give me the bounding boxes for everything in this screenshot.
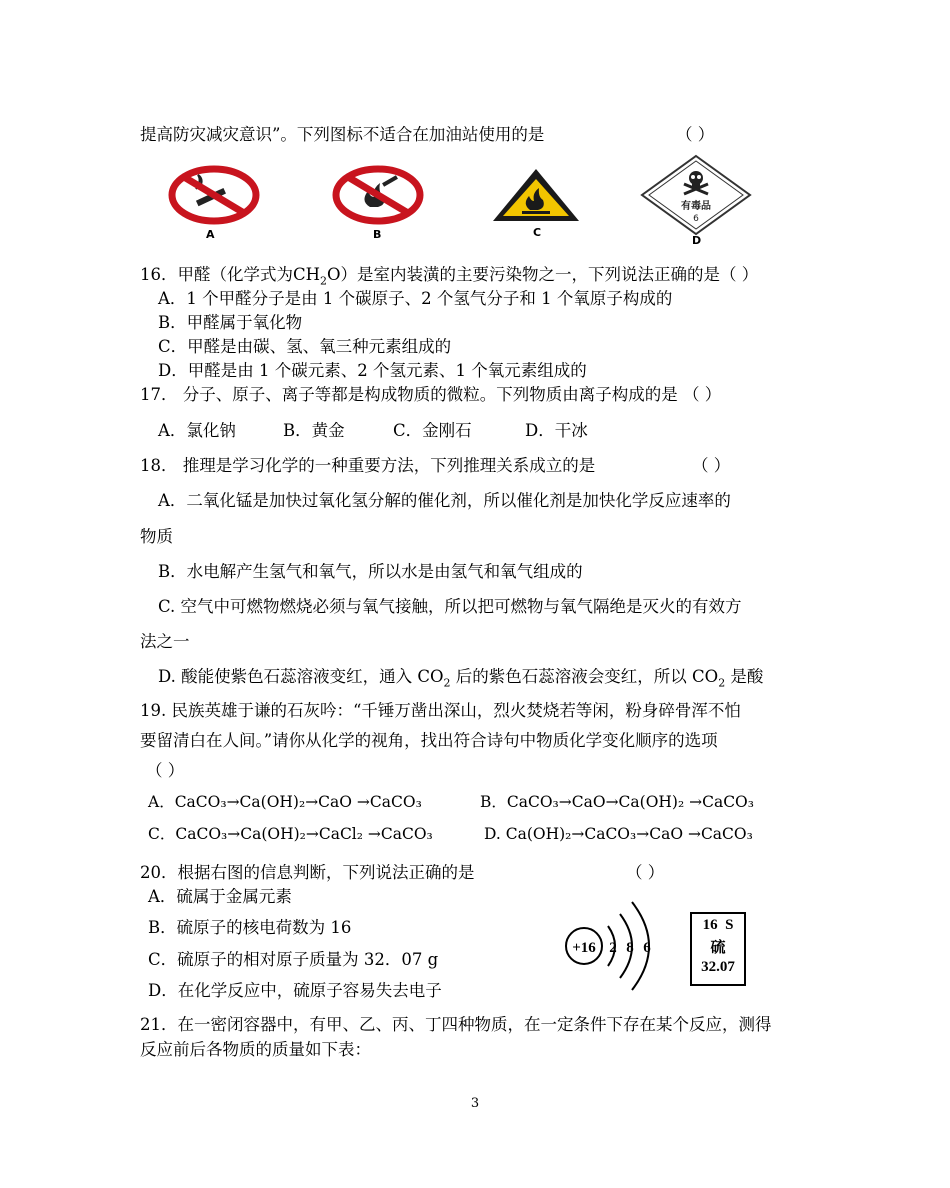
q19-answer-paren: （ ） [146, 761, 185, 780]
shell-3-electrons: 6 [643, 940, 651, 956]
q18-option-d: D. 酸能使紫色石蕊溶液变红，通入 $CO_2$ 后的紫色石蕊溶液会变红，所以 $CO_2$ 是酸 [158, 667, 764, 690]
q18-option-a: A．二氧化锰是加快过氧化氢分解的催化剂，所以催化剂是加快化学反应速率的 [158, 491, 731, 510]
q19-option-a: A．CaCO₃→Ca(OH)₂→CaO →CaCO₃ [148, 793, 422, 811]
shell-1-electrons: 2 [609, 940, 617, 956]
q18-option-c-cont: 法之一 [140, 632, 190, 651]
no-smoking-sign-icon [166, 165, 262, 225]
q17-option-c: C．金刚石 [393, 421, 472, 440]
element-symbol: S [725, 917, 734, 933]
q20-stem: 20．根据右图的信息判断，下列说法正确的是 [140, 863, 475, 882]
q17-option-b: B．黄金 [283, 421, 345, 440]
sign-a-label: A [206, 228, 215, 241]
sign-b-label: B [373, 228, 382, 241]
q20-option-a: A．硫属于金属元素 [148, 887, 292, 906]
atom-nucleus-label: +16 [572, 940, 596, 956]
flammable-warning-sign-icon [490, 166, 582, 224]
q16-stem: 16．甲醛（化学式为$CH_2O$）是室内装潢的主要污染物之一，下列说法正确的是（ ） [140, 265, 759, 288]
no-open-flame-sign-icon [330, 165, 426, 225]
q17-option-d: D．干冰 [525, 421, 588, 440]
page-number: 3 [470, 1096, 480, 1111]
q20-answer-paren: （ ） [626, 863, 665, 882]
q19-stem-line1: 19. 民族英雄于谦的石灰吟：“千锤万凿出深山，烈火焚烧若等闲，粉身碎骨浑不怕 [140, 701, 741, 720]
q20-option-c: C．硫原子的相对原子质量为 32．07 g [148, 950, 439, 969]
q20-option-b: B．硫原子的核电荷数为 16 [148, 918, 352, 937]
q18-option-c: C. 空气中可燃物燃烧必须与氧气接触，所以把可燃物与氧气隔绝是灭火的有效方 [158, 597, 742, 616]
q18-option-b: B．水电解产生氢气和氧气，所以水是由氢气和氧气组成的 [158, 562, 583, 581]
sign-d-label: D [692, 234, 702, 247]
toxic-sign-text: 有毒品 [681, 201, 711, 212]
sign-c-label: C [533, 226, 542, 239]
element-name: 硫 [710, 940, 726, 956]
atomic-number: 16 [702, 917, 718, 933]
q15-stem: 提高防灾减灾意识”。下列图标不适合在加油站使用的是 [140, 125, 545, 144]
q20-option-d: D．在化学反应中，硫原子容易失去电子 [148, 981, 442, 1000]
q16-option-a: A．1 个甲醛分子是由 1 个碳原子、2 个氢气分子和 1 个氧原子构成的 [158, 289, 673, 308]
q19-option-d: D. Ca(OH)₂→CaCO₃→CaO →CaCO₃ [484, 825, 753, 843]
q16-option-b: B．甲醛属于氧化物 [158, 313, 303, 332]
q17-stem: 17． 分子、原子、离子等都是构成物质的微粒。下列物质由离子构成的是 （ ） [140, 385, 722, 404]
q19-option-b: B．CaCO₃→CaO→Ca(OH)₂ →CaCO₃ [480, 793, 754, 811]
q21-stem-line2: 反应前后各物质的质量如下表： [140, 1040, 371, 1059]
q17-option-a: A．氯化钠 [158, 421, 236, 440]
q19-option-c: C．CaCO₃→Ca(OH)₂→CaCl₂ →CaCO₃ [148, 825, 433, 843]
q21-stem-line1: 21．在一密闭容器中，有甲、乙、丙、丁四种物质，在一定条件下存在某个反应，测得 [140, 1015, 772, 1034]
q19-stem-line2: 要留清白在人间。”请你从化学的视角，找出符合诗句中物质化学变化顺序的选项 [140, 731, 718, 750]
q18-stem: 18． 推理是学习化学的一种重要方法，下列推理关系成立的是 [140, 456, 596, 475]
toxic-sign-number: 6 [693, 214, 699, 224]
toxic-substance-sign-icon [640, 154, 752, 236]
q16-option-d: D．甲醛是由 1 个碳元素、2 个氢元素、1 个氧元素组成的 [158, 361, 587, 380]
sulfur-atom-structure-diagram [558, 896, 668, 996]
q16-option-c: C．甲醛是由碳、氢、氧三种元素组成的 [158, 337, 452, 356]
q18-answer-paren: （ ） [692, 456, 731, 475]
shell-2-electrons: 8 [626, 940, 634, 956]
sulfur-element-cell [690, 912, 746, 986]
q18-option-a-cont: 物质 [140, 527, 173, 546]
q15-answer-paren: （ ） [676, 125, 715, 144]
atomic-mass: 32.07 [701, 959, 735, 975]
